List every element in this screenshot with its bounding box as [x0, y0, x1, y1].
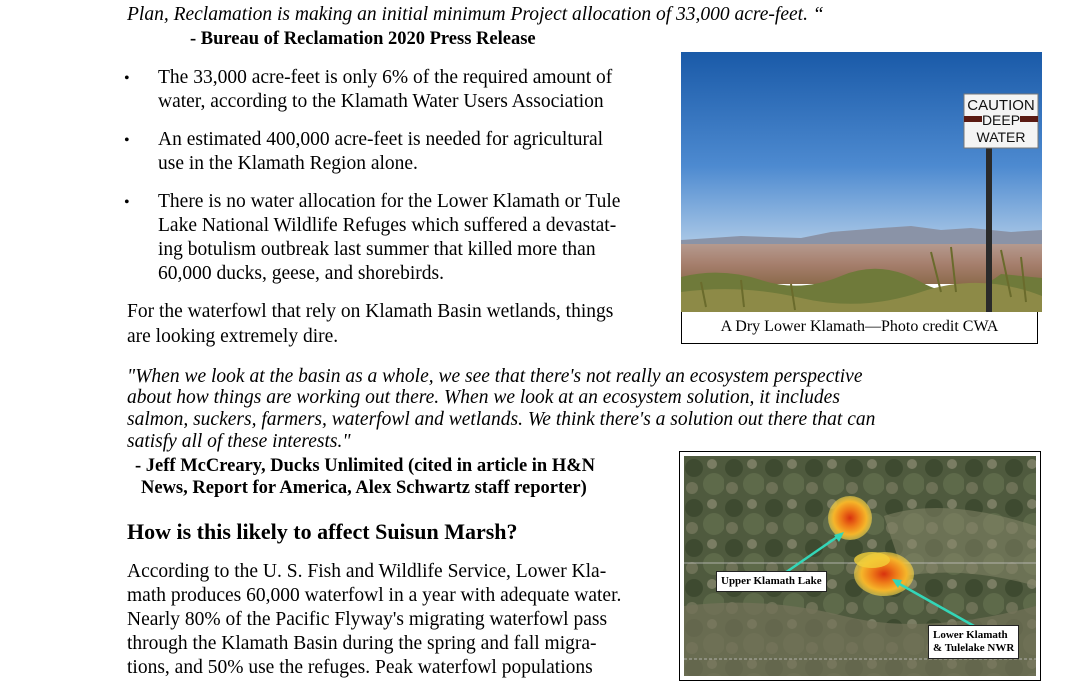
dry-lake-photo [681, 52, 1042, 312]
waterfowl-para-line-1: For the waterfowl that rely on Klamath Basin wetlands, things [127, 301, 614, 322]
bullet-dot: • [124, 70, 130, 87]
mccreary-attribution-line-1: - Jeff McCreary, Ducks Unlimited (cited in article in H&N [135, 456, 596, 476]
sign-caution-text: CAUTION [967, 97, 1035, 114]
sign-deep-text: DEEP [981, 112, 1021, 128]
upper-klamath-lake-label: Upper Klamath Lake [716, 571, 827, 592]
klamath-heat-map-frame [679, 451, 1041, 681]
mccreary-attribution-line-2: News, Report for America, Alex Schwartz staff reporter) [141, 478, 587, 498]
mccreary-quote-line-4: satisfy all of these interests." [127, 431, 351, 452]
mccreary-quote-line-3: salmon, suckers, farmers, waterfowl and wetlands. We think there's a solution out there that can [127, 409, 876, 430]
top-quote-line: Plan, Reclamation is making an initial minimum Project allocation of 33,000 acre-feet. “ [127, 4, 824, 25]
top-quote-attribution: - Bureau of Reclamation 2020 Press Release [190, 29, 536, 49]
mccreary-quote-line-1: "When we look at the basin as a whole, we see that there's not really an ecosystem perspective [127, 366, 863, 387]
bullet-3-line-1: There is no water allocation for the Lower Klamath or Tule [158, 191, 621, 212]
bullet-3-line-4: 60,000 ducks, geese, and shorebirds. [158, 263, 444, 284]
lower-klamath-label-line-1: Lower Klamath [933, 629, 1008, 641]
section-heading: How is this likely to affect Suisun Marsh? [127, 519, 518, 544]
bullet-2-line-1: An estimated 400,000 acre-feet is needed for agricultural [158, 129, 604, 150]
body-para-line-4: through the Klamath Basin during the spring and fall migra- [127, 633, 597, 654]
body-para-line-1: According to the U. S. Fish and Wildlife Service, Lower Kla- [127, 561, 607, 582]
dry-lower-klamath-photo-frame [681, 52, 1038, 344]
sign-water-text: WATER [976, 129, 1026, 145]
lower-klamath-label [928, 625, 1019, 659]
bullet-3-line-3: ing botulism outbreak last summer that killed more than [158, 239, 596, 260]
lower-klamath-label-line-2: & Tulelake NWR [933, 642, 1015, 654]
bullet-3-line-2: Lake National Wildlife Refuges which suffered a devastat- [158, 215, 617, 236]
mccreary-quote-line-2: about how things are working out there. When we look at an ecosystem solution, it includes [127, 387, 840, 408]
upper-klamath-heat [828, 496, 872, 540]
photo-caption: A Dry Lower Klamath—Photo credit CWA [720, 318, 999, 335]
bullet-dot: • [124, 194, 130, 211]
body-para-line-5: tions, and 50% use the refuges. Peak waterfowl populations [127, 657, 593, 678]
bullet-dot: • [124, 132, 130, 149]
bullet-2-line-2: use in the Klamath Region alone. [158, 153, 418, 174]
waterfowl-para-line-2: are looking extremely dire. [127, 326, 339, 347]
body-para-line-3: Nearly 80% of the Pacific Flyway's migrating waterfowl pass [127, 609, 608, 630]
bullet-1-line-2: water, according to the Klamath Water Users Association [158, 91, 604, 112]
body-para-line-2: math produces 60,000 waterfowl in a year with adequate water. [127, 585, 622, 606]
bullet-1-line-1: The 33,000 acre-feet is only 6% of the required amount of [158, 67, 613, 88]
